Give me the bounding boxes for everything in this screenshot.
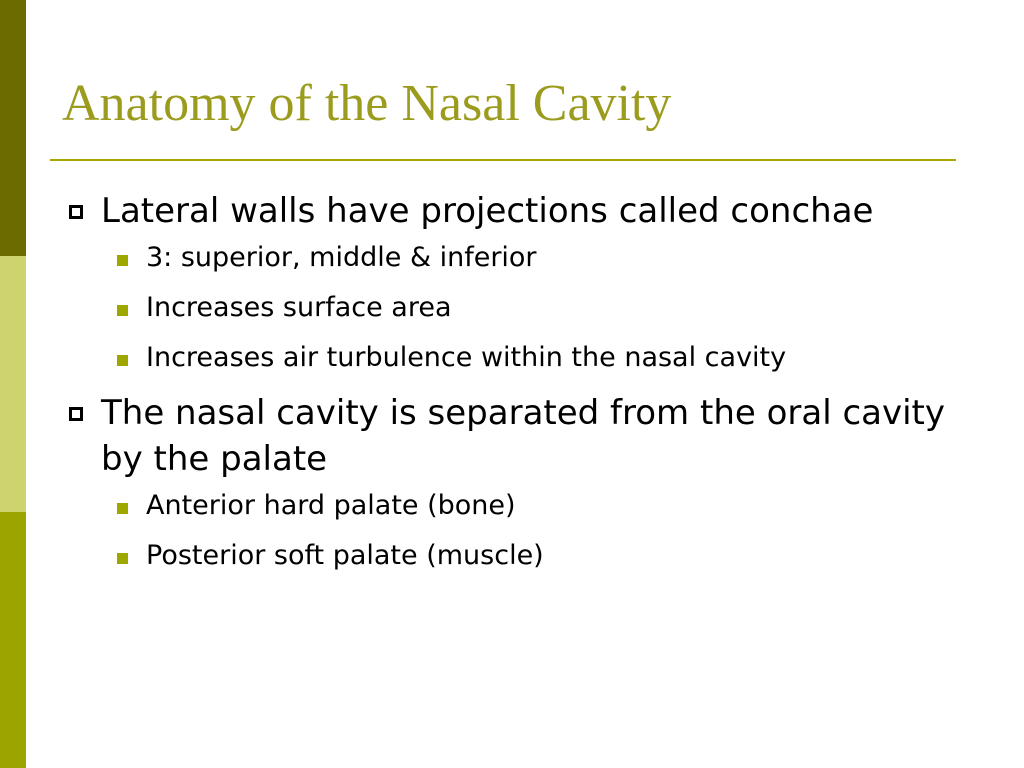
hollow-square-bullet-icon <box>69 205 83 219</box>
bullet-list <box>62 188 982 588</box>
sub-bullet-text: Increases surface area <box>146 292 452 323</box>
title-underline <box>50 159 956 161</box>
sub-bullet-text: 3: superior, middle & inferior <box>146 242 537 273</box>
sub-bullet-item <box>62 240 982 276</box>
decorative-stripe-bottom <box>0 512 26 768</box>
filled-square-bullet-icon <box>117 305 128 316</box>
bullet-group-2 <box>62 390 982 574</box>
sub-bullet-item <box>62 290 982 326</box>
sub-bullet-text: Anterior hard palate (bone) <box>146 490 516 521</box>
decorative-stripe-middle <box>0 256 26 512</box>
filled-square-bullet-icon <box>117 255 128 266</box>
bullet-group-1 <box>62 188 982 376</box>
sub-bullet-item <box>62 538 982 574</box>
bullet-text: The nasal cavity is separated from the oral cavity by the palate <box>101 393 946 479</box>
sub-bullet-text: Posterior soft palate (muscle) <box>146 540 544 571</box>
filled-square-bullet-icon <box>117 355 128 366</box>
bullet-item <box>62 390 982 482</box>
slide-title: Anatomy of the Nasal Cavity <box>62 75 672 132</box>
sub-bullet-text: Increases air turbulence within the nasal cavity <box>146 342 787 373</box>
bullet-item <box>62 188 982 234</box>
sub-bullet-item <box>62 488 982 524</box>
bullet-text: Lateral walls have projections called conchae <box>101 191 874 231</box>
decorative-stripe-top <box>0 0 26 256</box>
filled-square-bullet-icon <box>117 503 128 514</box>
filled-square-bullet-icon <box>117 553 128 564</box>
hollow-square-bullet-icon <box>69 407 83 421</box>
sub-bullet-item <box>62 340 982 376</box>
